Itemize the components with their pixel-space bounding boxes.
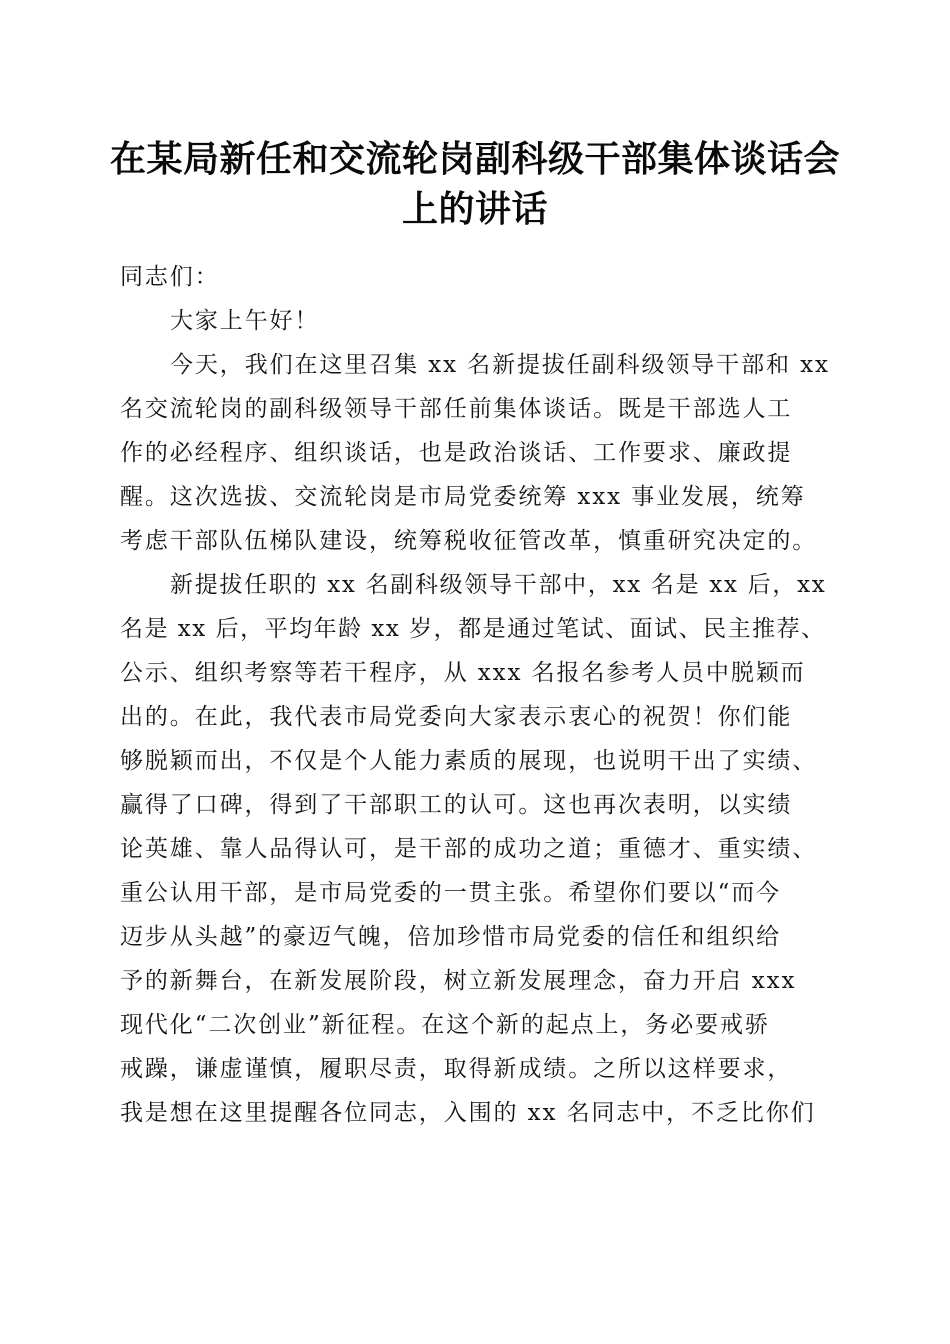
paragraph-2-line: 论英雄、靠人品得认可，是干部的成功之道；重德才、重实绩、 [120,836,818,862]
paragraph-1-line: 作的必经程序、组织谈话，也是政治谈话、工作要求、廉政提 [120,440,793,466]
paragraph-2-line: 出的。在此，我代表市局党委向大家表示衷心的祝贺！你们能 [120,704,793,730]
paragraph-2-line: 赢得了口碑，得到了干部职工的认可。这也再次表明，以实绩 [120,792,793,818]
paragraph-2-line: 公示、组织考察等若干程序，从 xxx 名报名参考人员中脱颖而 [120,660,806,686]
paragraph-1-line: 名交流轮岗的副科级领导干部任前集体谈话。既是干部选人工 [120,396,793,422]
paragraph-2-line: 新提拔任职的 xx 名副科级领导干部中，xx 名是 xx 后，xx [170,572,827,598]
title-line-2: 上的讲话 [401,188,548,230]
paragraph-2-line: 我是想在这里提醒各位同志，入围的 xx 名同志中，不乏比你们 [120,1100,816,1126]
document-body [120,255,830,1135]
paragraph-2-line: 名是 xx 后，平均年龄 xx 岁，都是通过笔试、面试、民主推荐、 [120,616,826,642]
greeting: 大家上午好！ [170,308,320,334]
paragraph-1-line: 考虑干部队伍梯队建设，统筹税收征管改革，慎重研究决定的。 [120,528,818,554]
paragraph-2-line: 现代化“二次创业”新征程。在这个新的起点上，务必要戒骄 [120,1012,770,1038]
paragraph-2-line: 戒躁，谦虚谨慎，履职尽责，取得新成绩。之所以这样要求， [120,1056,793,1082]
document-title [100,134,850,234]
paragraph-2-line: 迈步从头越”的豪迈气魄，倍加珍惜市局党委的信任和组织给 [120,924,782,950]
paragraph-2-line: 够脱颖而出，不仅是个人能力素质的展现，也说明干出了实绩、 [120,748,818,774]
salutation: 同志们： [120,264,220,290]
paragraph-1-line: 醒。这次选拔、交流轮岗是市局党委统筹 xxx 事业发展，统筹 [120,484,806,510]
paragraph-2-line: 予的新舞台，在新发展阶段，树立新发展理念，奋力开启 xxx [120,968,797,994]
paragraph-2-line: 重公认用干部，是市局党委的一贯主张。希望你们要以“而今 [120,880,782,906]
paragraph-1-line: 今天，我们在这里召集 xx 名新提拔任副科级领导干部和 xx [170,352,830,378]
title-line-1: 在某局新任和交流轮岗副科级干部集体谈话会 [109,138,840,180]
